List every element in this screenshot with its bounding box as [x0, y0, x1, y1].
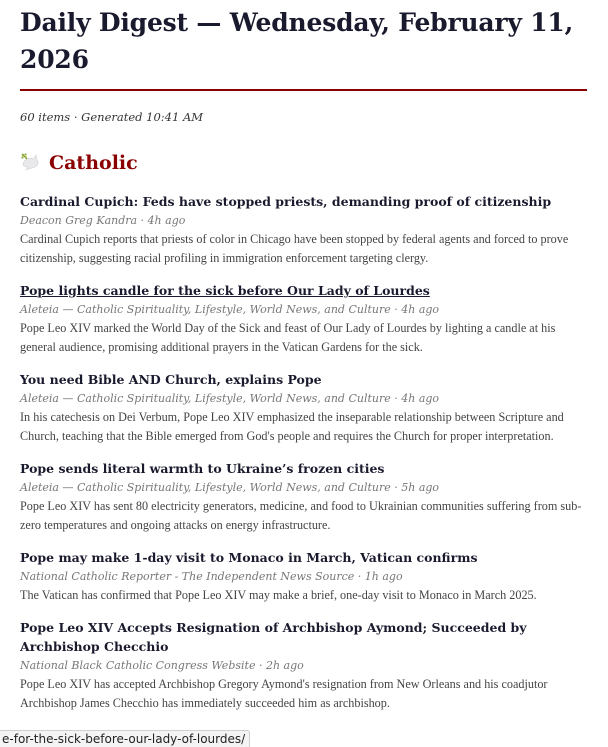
news-item	[20, 548, 587, 605]
status-url: e-for-the-sick-before-our-lady-of-lourdes/	[2, 732, 246, 746]
news-item-title-link[interactable]: Pope may make 1-day visit to Monaco in March, Vatican confirms	[20, 550, 478, 565]
section-header	[20, 152, 587, 174]
news-item-meta: Deacon Greg Kandra · 4h ago	[20, 214, 186, 227]
news-item-summary: Pope Leo XIV has sent 80 electricity generators, medicine, and food to Ukrainian communities suffering from sub-zero temperatures and ongoing attacks on energy infrastructure.	[20, 499, 582, 532]
news-item-title-link[interactable]: Cardinal Cupich: Feds have stopped priests, demanding proof of citizenship	[20, 194, 552, 209]
news-item	[20, 459, 587, 535]
news-item-summary: In his catechesis on Dei Verbum, Pope Leo XIV emphasized the inseparable relationship between Scripture and Church, teaching that the Bible emerged from God's people and requires the Church for proper interpretation.	[20, 410, 564, 443]
news-item-meta: National Black Catholic Congress Website · 2h ago	[20, 659, 304, 672]
news-item	[20, 370, 587, 446]
news-item	[20, 618, 587, 713]
news-item-meta: Aleteia — Catholic Spirituality, Lifestyle, World News, and Culture · 4h ago	[20, 392, 440, 405]
dove-icon	[20, 152, 44, 174]
news-item-meta: National Catholic Reporter - The Independent News Source · 1h ago	[20, 570, 403, 583]
news-item-summary: The Vatican has confirmed that Pope Leo XIV may make a brief, one-day visit to Monaco in March 2025.	[20, 588, 537, 602]
digest-meta: 60 items · Generated 10:41 AM	[20, 110, 204, 124]
news-item-title-link[interactable]: Pope Leo XIV Accepts Resignation of Archbishop Aymond; Succeeded by Archbishop Checchio	[20, 620, 527, 654]
news-item-meta: Aleteia — Catholic Spirituality, Lifestyle, World News, and Culture · 5h ago	[20, 481, 440, 494]
news-item-title-link[interactable]: Pope sends literal warmth to Ukraine’s frozen cities	[20, 461, 385, 476]
news-item	[20, 281, 587, 357]
section-catholic	[20, 152, 587, 713]
link-status-bar	[0, 730, 250, 747]
news-item-summary: Pope Leo XIV has accepted Archbishop Gregory Aymond's resignation from New Orleans and his coadjutor Archbishop James Checchio has immediately succeeded him as archbishop.	[20, 677, 548, 710]
section-title: Catholic	[49, 152, 138, 174]
news-item-title-link[interactable]: Pope lights candle for the sick before Our Lady of Lourdes	[20, 283, 430, 298]
page-title: Daily Digest — Wednesday, February 11, 2026	[20, 8, 574, 74]
digest-page	[0, 4, 608, 713]
news-item-summary: Pope Leo XIV marked the World Day of the Sick and feast of Our Lady of Lourdes by lighting a candle at his general audience, promising additional prayers in the Vatican Gardens for the sick.	[20, 321, 556, 354]
news-item-summary: Cardinal Cupich reports that priests of color in Chicago have been stopped by federal agents and forced to prove citizenship, suggesting racial profiling in immigration enforcement targeting clergy.	[20, 232, 569, 265]
news-item-meta: Aleteia — Catholic Spirituality, Lifestyle, World News, and Culture · 4h ago	[20, 303, 440, 316]
news-item-title-link[interactable]: You need Bible AND Church, explains Pope	[20, 372, 322, 387]
title-divider	[20, 89, 587, 91]
news-item	[20, 192, 587, 268]
